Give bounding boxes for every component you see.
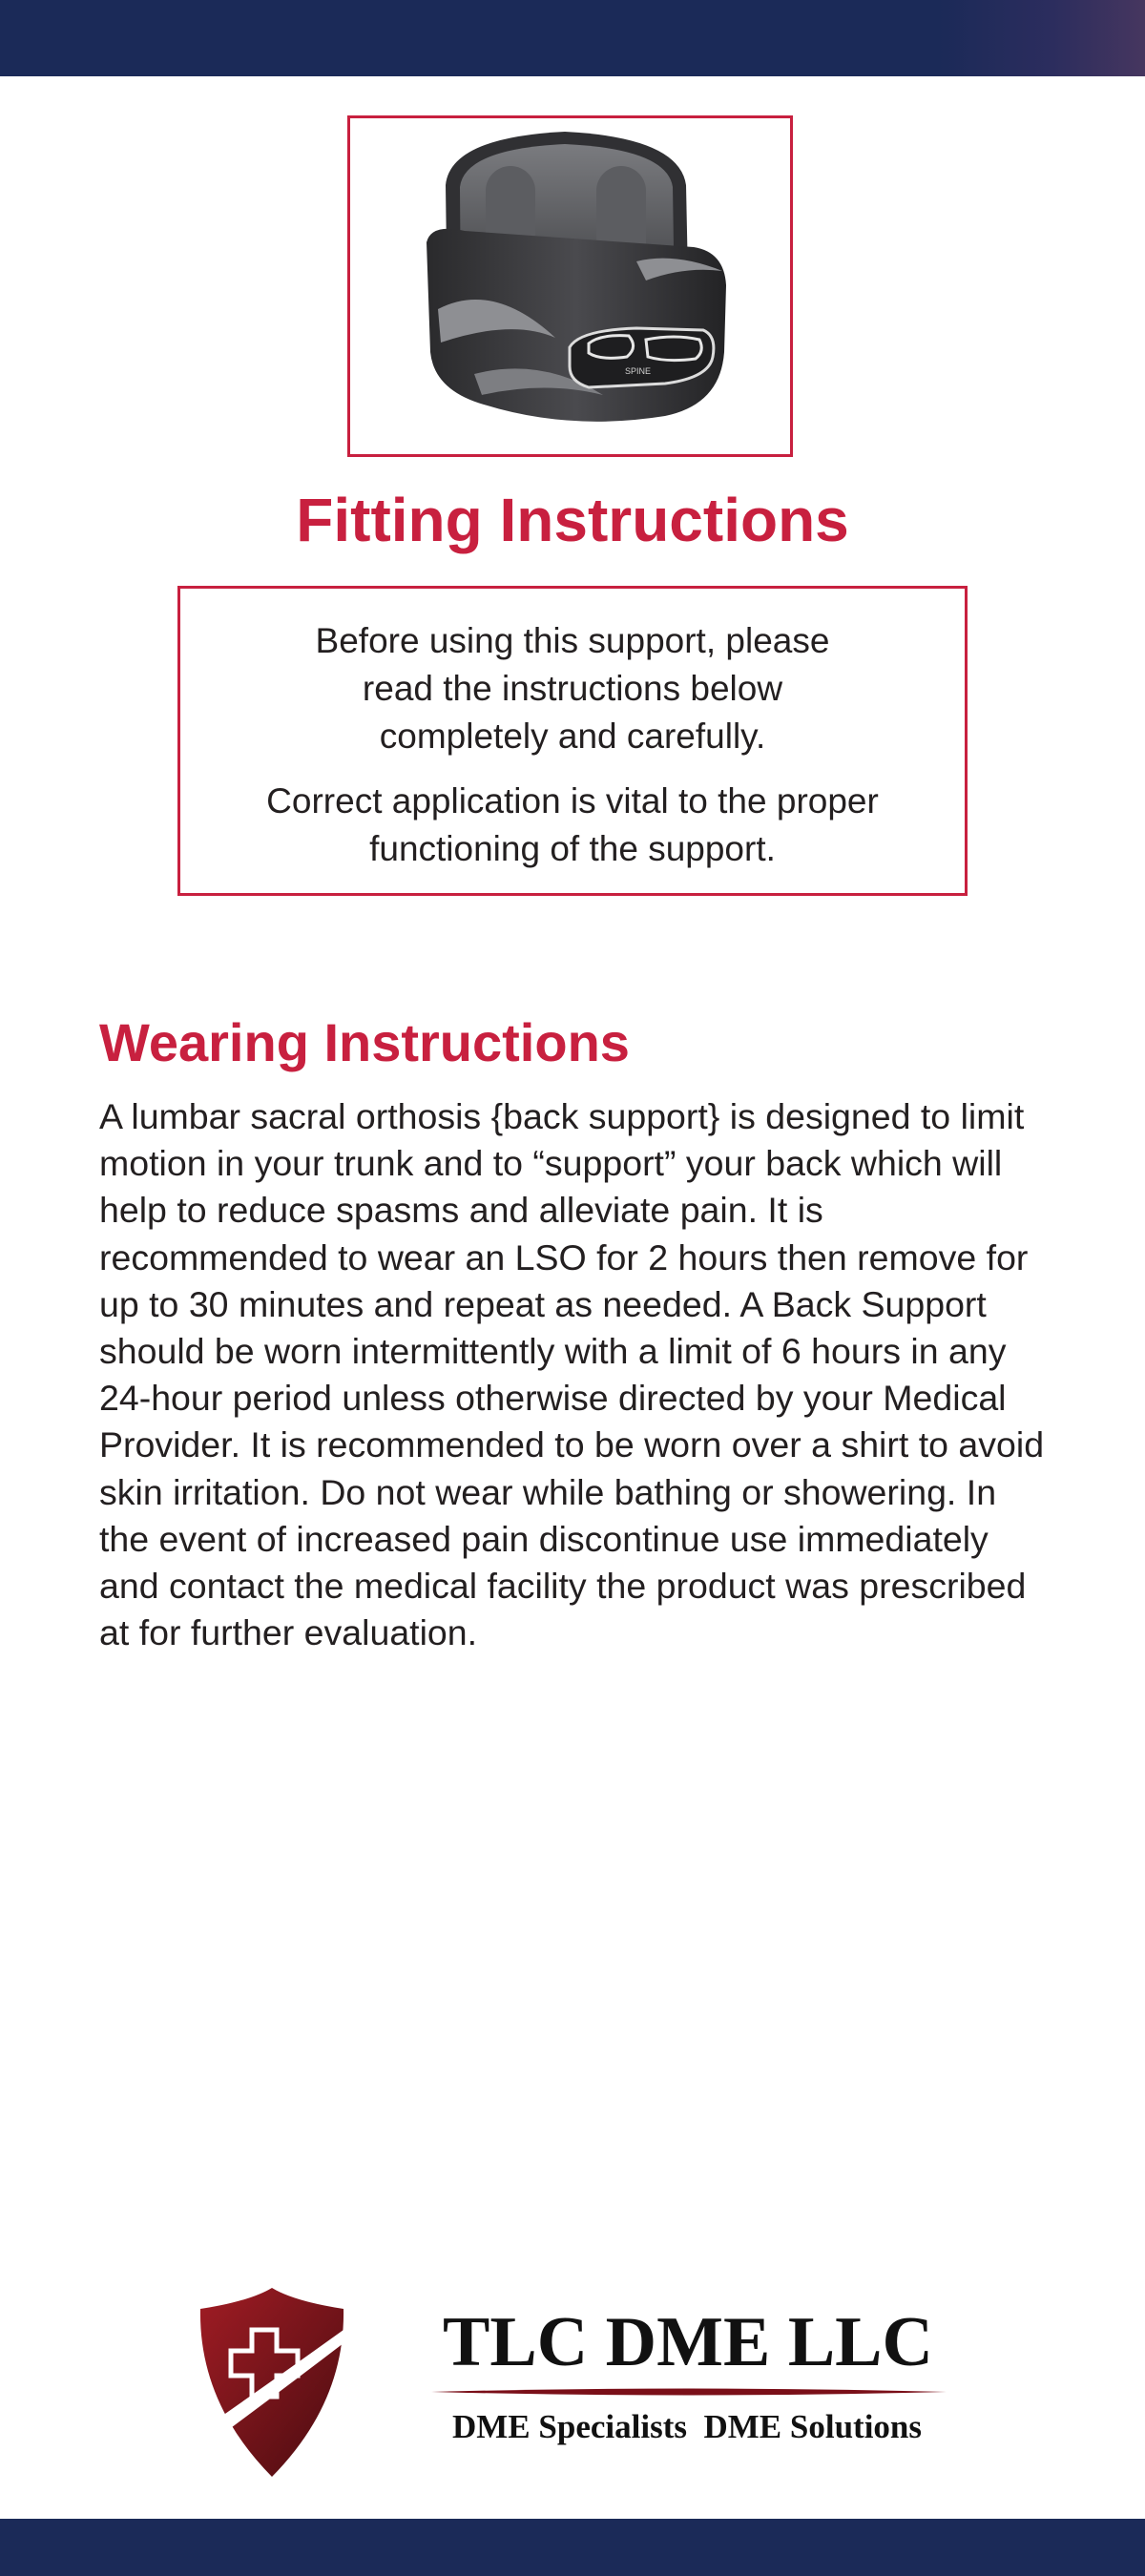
medical-cross-shield-icon	[193, 2288, 351, 2479]
back-brace-image	[350, 118, 790, 454]
wearing-instructions-title: Wearing Instructions	[99, 1012, 630, 1072]
notice-paragraph-1: Before using this support, please read the instructions below completely and carefully.	[315, 621, 830, 756]
product-image-frame	[347, 115, 793, 457]
company-name: TLC DME LLC	[443, 2303, 933, 2381]
fitting-instructions-title: Fitting Instructions	[296, 486, 849, 554]
wearing-instructions-body: A lumbar sacral orthosis {back support} is designed to limit motion in your trunk and to “support” your back which will help to reduce spasms and alleviate pain. It is recommended to wear an LSO for 2 hours then remove for up to 30 minutes and repeat as needed. A Back Support should be worn intermittently with a limit of 6 hours in any 24-hour period unless otherwise directed by your Medical Provider. It is recommended to be worn over a shirt to avoid skin irritation. Do not wear while bathing or showering. In the event of increased pain discontinue use immediately and contact the medical facility the product was prescribed at for further evaluation.	[99, 1096, 1045, 1653]
notice-paragraph-2: Correct application is vital to the proper functioning of the support.	[266, 781, 879, 868]
bottom-banner-bar	[0, 2519, 1145, 2576]
svg-text:SPINE: SPINE	[625, 366, 652, 376]
top-banner-bar	[0, 0, 1145, 76]
brand-divider	[431, 2385, 947, 2399]
company-tagline: DME Specialists DME Solutions	[452, 2408, 922, 2445]
read-instructions-notice	[177, 586, 968, 896]
